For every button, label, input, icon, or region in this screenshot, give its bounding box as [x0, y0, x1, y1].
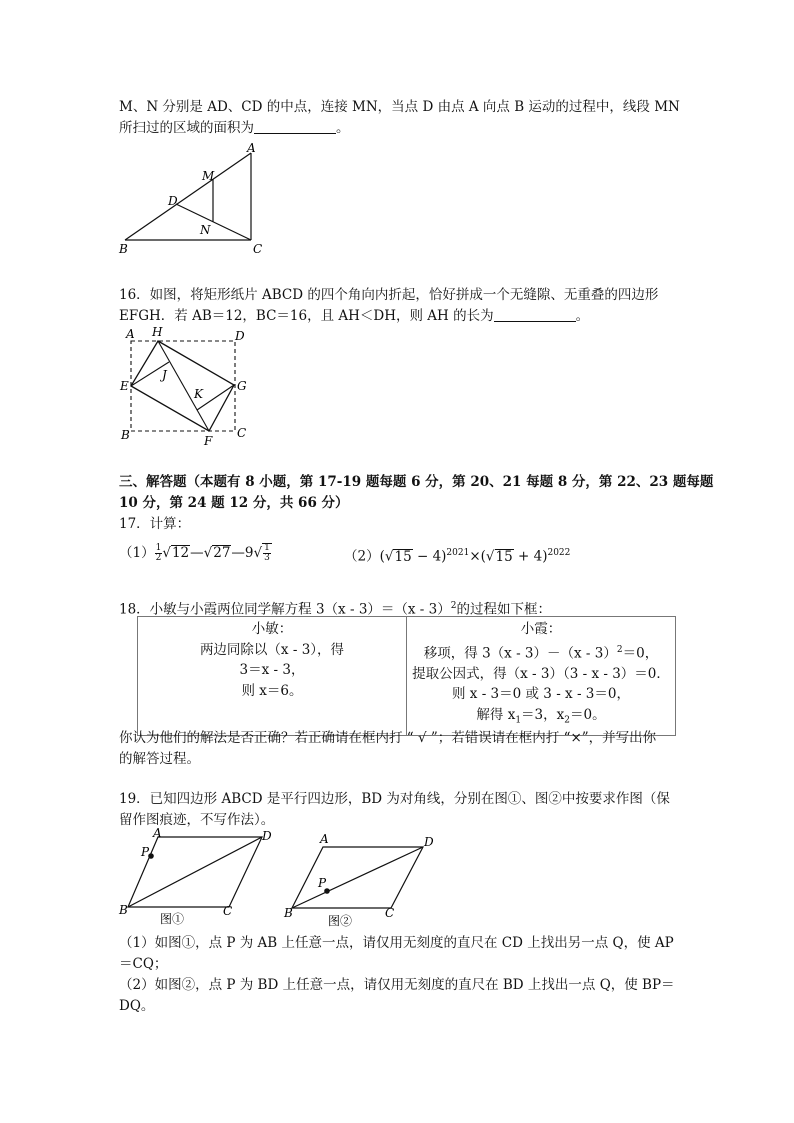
q19-sub2-line2: DQ。 — [119, 998, 155, 1014]
label-D: D — [168, 194, 178, 208]
q19-figure-2 — [280, 830, 450, 930]
label-C: C — [237, 426, 247, 440]
answer-blank[interactable] — [494, 307, 576, 322]
label-K: K — [194, 387, 203, 401]
label-P: P — [318, 876, 327, 890]
q19-sub2-line1: （2）如图②，点 P 为 BD 上任意一点，请仅用无刻度的直尺在 BD 上找出一点 Q，使 BP＝ — [119, 977, 675, 993]
label-N: N — [200, 223, 211, 237]
figure-2-caption: 图② — [328, 914, 353, 928]
q16-line1: 16．如图，将矩形纸片 ABCD 的四个角向内折起，恰好拼成一个无缝隙、无重叠的四边形 — [119, 287, 659, 303]
label-C: C — [253, 242, 263, 256]
label-M: M — [202, 169, 215, 183]
q15-line2: 所扫过的区域的面积为 。 — [119, 120, 350, 136]
xiaoxia-solution[interactable]: 小霞： 移项，得 3（x - 3）－（x - 3）$^2$＝0， 提取公因式，得（x - 3）（3 - x - 3）＝0． 则 x - 3＝0 或 3 - x - 3＝0， 解得 $x_1=3$，$x_2=0$。 — [407, 617, 676, 736]
q15-line1: M、N 分别是 AD、CD 的中点，连接 MN，当点 D 由点 A 向点 B 运动的过程中，线段 MN — [119, 99, 680, 115]
label-J: J — [162, 368, 167, 382]
label-E: E — [120, 379, 129, 393]
q17-part2: $(2)(√15 - 4)^{2021}\times(√15 + 4)^{2022}$ — [344, 548, 571, 565]
label-A: A — [247, 141, 256, 155]
label-B: B — [284, 906, 293, 920]
section3-heading-line2: 10 分，第 24 题 12 分，共 66 分） — [119, 495, 349, 511]
q19-sub1-line1: （1）如图①，点 P 为 AB 上任意一点，请仅用无刻度的直尺在 CD 上找出另一点 Q，使 AP — [119, 935, 674, 951]
label-A: A — [320, 832, 329, 846]
label-P: P — [141, 845, 150, 859]
q17-title: 17．计算： — [119, 516, 191, 532]
label-B: B — [119, 903, 128, 917]
label-F: F — [204, 434, 213, 448]
q19-sub1-line2: ＝CQ； — [119, 956, 168, 972]
answer-blank[interactable] — [254, 119, 336, 134]
q19-line2: 留作图痕迹，不写作法）。 — [119, 812, 275, 828]
q17-part1: （1） $\frac{1}{2}$ √12—√27—9√ $\frac{1}{3}$ — [119, 543, 270, 563]
label-H: H — [152, 325, 163, 339]
label-B: B — [119, 242, 128, 256]
label-D: D — [262, 829, 272, 843]
label-C: C — [223, 904, 233, 918]
xiaomin-solution[interactable]: 小敏： 两边同除以（x - 3），得 3＝x - 3， 则 x＝6。 — [138, 617, 407, 736]
label-D: D — [424, 835, 434, 849]
q16-line2: EFGH．若 AB＝12，BC＝16，且 AH＜DH，则 AH 的长为 。 — [119, 308, 590, 324]
label-D: D — [235, 329, 245, 343]
q18-intro: 18．小敏与小霞两位同学解方程 3（x - 3）＝（x - 3）$^2$的过程如下框： — [119, 601, 551, 618]
label-A: A — [126, 327, 135, 341]
label-C: C — [385, 906, 395, 920]
fraction-half: $\frac{1}{2}$ — [155, 543, 162, 563]
q18-question-line1: 你认为他们的解法是否正确？若正确请在框内打 “ √ ”；若错误请在框内打 “×”，并写出你 — [119, 730, 657, 746]
figure-1-caption: 图① — [160, 912, 185, 926]
label-A: A — [153, 826, 162, 840]
q18-solution-box — [137, 616, 676, 736]
q19-line1: 19．已知四边形 ABCD 是平行四边形，BD 为对角线，分别在图①、图②中按要求作图（保 — [119, 791, 670, 807]
label-B: B — [121, 428, 130, 442]
q19-figure-1 — [112, 826, 282, 930]
q18-question-line2: 的解答过程。 — [119, 751, 200, 767]
section3-heading-line1: 三、解答题（本题有 8 小题，第 17-19 题每题 6 分，第 20、21 每题 8 分，第 22、23 题每题 — [119, 474, 714, 490]
q15-triangle-figure — [110, 140, 280, 260]
q16-folded-rectangle-figure — [112, 324, 262, 448]
label-G: G — [237, 379, 247, 393]
